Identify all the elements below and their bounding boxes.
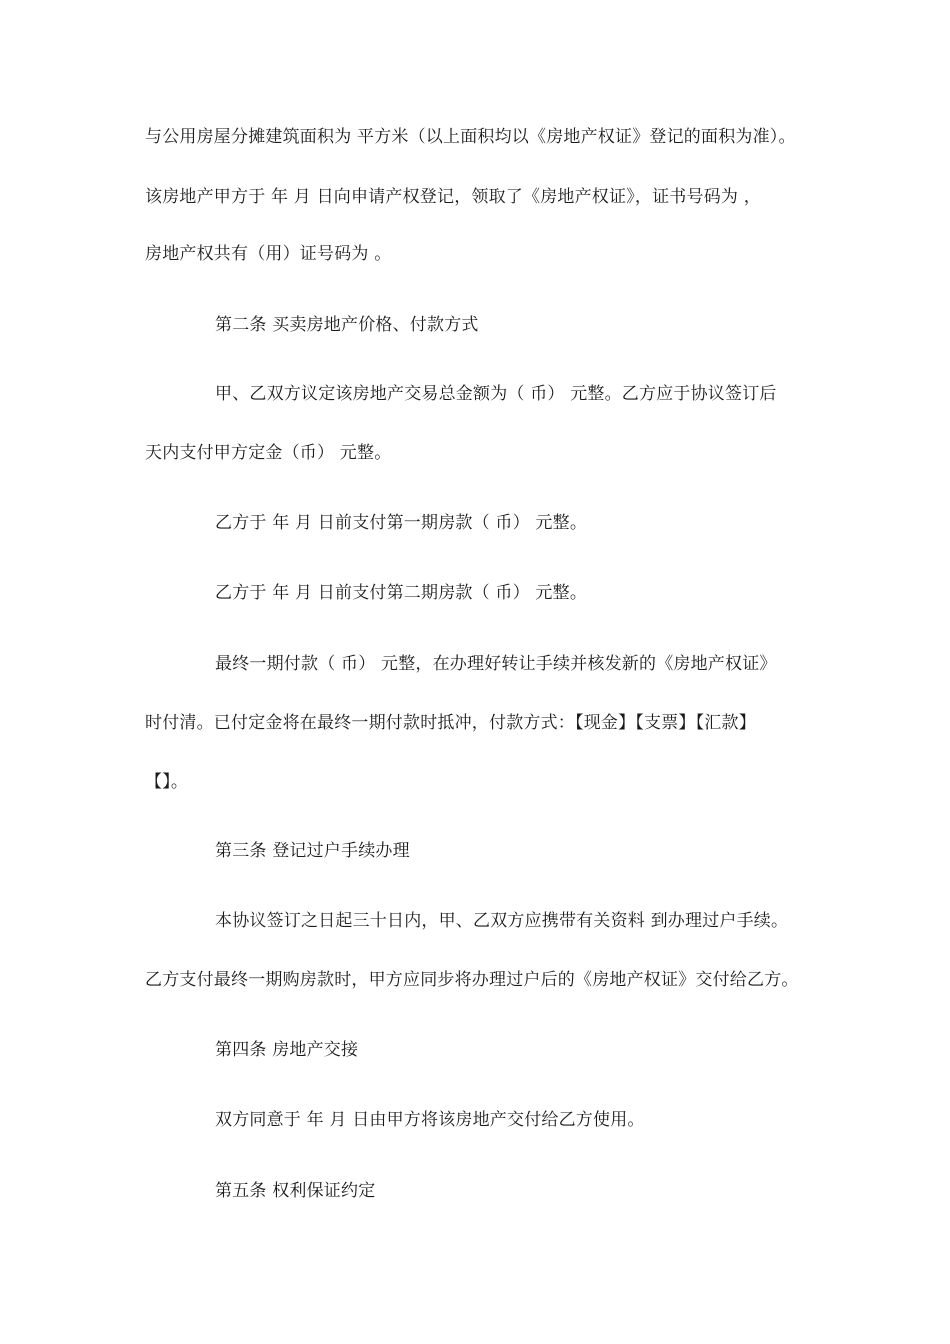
body-text-line: 甲、乙双方议定该房地产交易总金额为（ 币） 元整。乙方应于协议签订后 xyxy=(215,384,777,404)
body-text-line: 与公用房屋分摊建筑面积为 平方米（以上面积均以《房地产权证》登记的面积为准）。 xyxy=(145,127,796,147)
body-text-line: 乙方于 年 月 日前支付第二期房款（ 币） 元整。 xyxy=(215,583,588,603)
section-heading-article-5: 第五条 权利保证约定 xyxy=(215,1181,376,1201)
body-text-line: 该房地产甲方于 年 月 日向申请产权登记，领取了《房地产权证》，证书号码为 ， xyxy=(145,187,761,207)
body-text-line: 本协议签订之日起三十日内，甲、乙双方应携带有关资料 到办理过户手续。 xyxy=(215,911,789,931)
body-text-line: 天内支付甲方定金（币） 元整。 xyxy=(145,443,392,463)
body-text-line: 最终一期付款（ 币） 元整，在办理好转让手续并核发新的《房地产权证》 xyxy=(215,654,777,674)
body-text-line: 【】。 xyxy=(145,772,189,792)
body-text-line: 时付清。已付定金将在最终一期付款时抵冲，付款方式：【现金】【支票】【汇款】 xyxy=(145,713,756,733)
section-heading-article-4: 第四条 房地产交接 xyxy=(215,1040,359,1060)
body-text-line: 双方同意于 年 月 日由甲方将该房地产交付给乙方使用。 xyxy=(215,1110,645,1130)
body-text-line: 乙方于 年 月 日前支付第一期房款（ 币） 元整。 xyxy=(215,513,588,533)
body-text-line: 乙方支付最终一期购房款时，甲方应同步将办理过户后的《房地产权证》交付给乙方。 xyxy=(145,970,799,990)
section-heading-article-3: 第三条 登记过户手续办理 xyxy=(215,841,410,861)
body-text-line: 房地产权共有（用）证号码为 。 xyxy=(145,244,392,264)
section-heading-article-2: 第二条 买卖房地产价格、付款方式 xyxy=(215,315,479,335)
